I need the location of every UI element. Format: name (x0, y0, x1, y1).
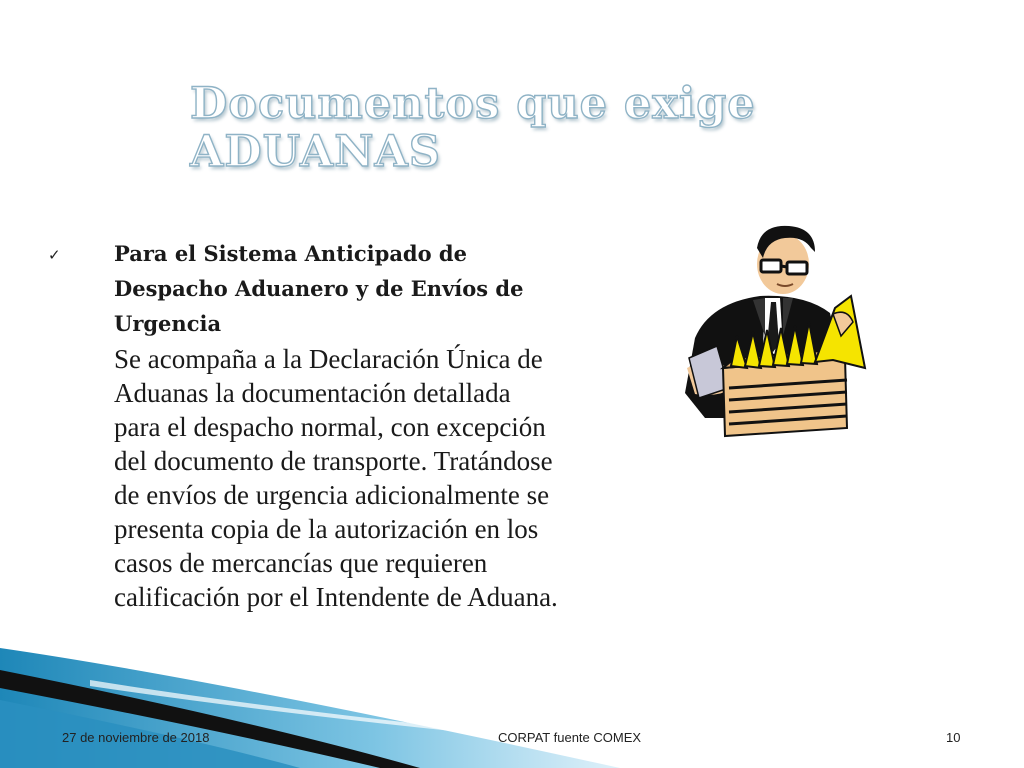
bullet-heading-line: Para el Sistema Anticipado de (114, 241, 467, 266)
footer-swoosh (0, 640, 1024, 768)
checkmark-icon: ✓ (48, 246, 61, 264)
bullet-heading-line: Despacho Aduanero y de Envíos de (114, 276, 524, 301)
footer-source: CORPAT fuente COMEX (498, 730, 642, 745)
body-paragraph (114, 342, 714, 614)
bullet-heading (114, 236, 654, 341)
body-line: Se acompaña a la Declaración Única de (114, 344, 543, 374)
footer-date: 27 de noviembre de 2018 (62, 730, 210, 745)
body-line: de envíos de urgencia adicionalmente se (114, 480, 550, 510)
title-line: Documentos que exige (190, 79, 756, 129)
body-line: para el despacho normal, con excepción (114, 412, 546, 442)
body-line: Aduanas la documentación detallada (114, 378, 511, 408)
body-line: del documento de transporte. Tratándose (114, 446, 553, 476)
title-line: ADUANAS (190, 127, 441, 177)
slide-title (190, 80, 890, 176)
man-searching-file-drawer-clipart (665, 218, 895, 448)
bullet-heading-line: Urgencia (114, 311, 222, 336)
slide-number: 10 (946, 730, 961, 745)
body-line: calificación por el Intendente de Aduana. (114, 582, 558, 612)
body-line: casos de mercancías que requieren (114, 548, 488, 578)
body-line: presenta copia de la autorización en los (114, 514, 539, 544)
